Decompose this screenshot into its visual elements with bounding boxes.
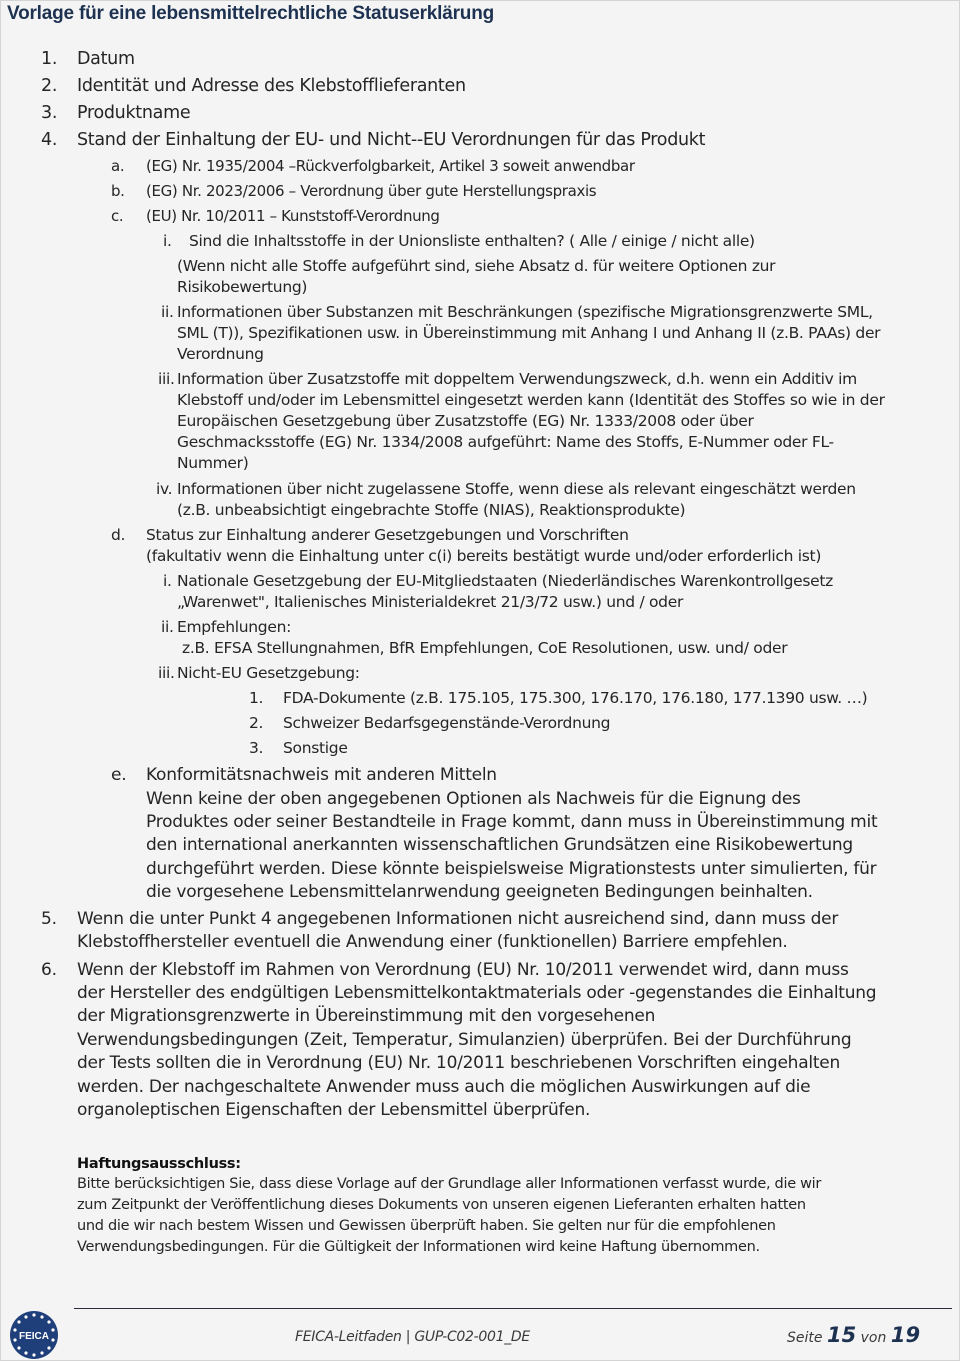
list-item: Schweizer Bedarfsgegenstände-Verordnung [283,714,611,732]
list-number: a. [111,157,125,175]
feica-logo-icon [9,1310,59,1360]
list-item: (EU) Nr. 10/2011 – Kunststoff-Verordnung [146,207,440,225]
list-number: ii. [161,303,174,321]
list-item-continued: Europäischen Gesetzgebung über Zusatzstoffe (EG) Nr. 1333/2008 oder über [177,412,754,430]
list-number: 6. [41,960,57,980]
list-item: Produktname [77,103,191,123]
list-item: Wenn der Klebstoff im Rahmen von Verordnung (EU) Nr. 10/2011 verwendet wird, dann muss [77,960,849,980]
list-item-continued: die vorgesehene Lebensmittelanrwendung geeigneten Bedingungen beinhalten. [146,882,813,902]
list-item: Identität und Adresse des Klebstofflieferanten [77,76,466,96]
list-item: Sonstige [283,739,348,757]
list-number: 1. [41,49,58,69]
list-number: iii. [158,370,175,388]
list-number: 2. [249,714,264,732]
list-item: Sind die Inhaltsstoffe in der Unionsliste enthalten? ( Alle / einige / nicht alle) [189,232,755,250]
page-separator: von [860,1330,887,1346]
list-number: 3. [41,103,58,123]
list-item-continued: organoleptischen Eigenschaften der Lebensmittel überprüfen. [77,1100,591,1120]
list-item: Informationen über nicht zugelassene Stoffe, wenn diese als relevant eingeschätzt werden [177,480,856,498]
list-item-continued: z.B. EFSA Stellungnahmen, BfR Empfehlungen, CoE Resolutionen, usw. und/ oder [182,639,788,657]
list-number: 1. [249,689,264,707]
list-number: d. [111,526,126,544]
page-title: Vorlage für eine lebensmittelrechtliche Statuserklärung [7,3,495,24]
list-item-continued: Geschmacksstoffe (EG) Nr. 1334/2008 aufgeführt: Name des Stoffs, E-Nummer oder FL- [177,433,834,451]
list-number: ii. [161,618,174,636]
list-item-continued: der Migrationsgrenzwerte in Übereinstimmung mit den vorgesehenen [77,1006,656,1026]
list-item: Stand der Einhaltung der EU- und Nicht--EU Verordnungen für das Produkt [77,130,706,150]
list-item-continued: der Tests sollten die in Verordnung (EU) Nr. 10/2011 beschriebenen Vorschriften eingehalten [77,1053,840,1073]
list-item-continued: Klebstoffhersteller eventuell die Anwendung einer (funktionellen) Barriere empfehlen. [77,932,788,952]
list-number: b. [111,182,125,200]
current-page-number: 15 [826,1323,857,1347]
list-item: Informationen über Substanzen mit Beschränkungen (spezifische Migrationsgrenzwerte SML, [177,303,873,321]
list-number: i. [163,232,172,250]
list-item-continued: durchgeführt werden. Diese könnte beispielsweise Migrationstests unter simulierten, für [146,859,877,879]
list-item: Wenn die unter Punkt 4 angegebenen Informationen nicht ausreichend sind, dann muss der [77,909,839,929]
list-item: (EG) Nr. 1935/2004 –Rückverfolgbarkeit, Artikel 3 soweit anwendbar [146,157,635,175]
list-number: 5. [41,909,57,929]
list-number: e. [111,765,127,785]
list-number: 2. [41,76,58,96]
list-item-continued: Klebstoff und/oder im Lebensmittel eingesetzt werden kann (Identität des Stoffes so wie in der [177,391,885,409]
page-indicator [787,1323,920,1347]
list-item-continued: SML (T)), Spezifikationen usw. in Übereinstimmung mit Anhang I und Anhang II (z.B. PAAs) der [177,324,881,342]
list-item: Konformitätsnachweis mit anderen Mitteln [146,765,497,785]
svg-text:FEICA: FEICA [19,1331,49,1342]
list-number: 4. [41,130,58,150]
list-item-continued: (Wenn nicht alle Stoffe aufgeführt sind, siehe Absatz d. für weitere Optionen zur [177,257,776,275]
list-item-continued: Nummer) [177,454,249,472]
list-item: Datum [77,49,135,69]
list-number: iv. [156,480,173,498]
list-item: FDA-Dokumente (z.B. 175.105, 175.300, 176.170, 176.180, 177.1390 usw. …) [283,689,868,707]
list-item-continued: werden. Der nachgeschaltete Anwender muss auch die möglichen Auswirkungen auf die [77,1077,811,1097]
list-item: Information über Zusatzstoffe mit doppeltem Verwendungszweck, d.h. wenn ein Additiv im [177,370,857,388]
list-item-continued: (fakultativ wenn die Einhaltung unter c(i) bereits bestätigt wurde und/oder erforderlich ist) [146,547,822,565]
list-item-continued: Wenn keine der oben angegebenen Optionen als Nachweis für die Eignung des [146,789,801,809]
list-number: i. [163,572,172,590]
list-number: c. [111,207,124,225]
list-item-continued: Produktes oder seiner Bestandteile in Frage kommt, dann muss in Übereinstimmung mit [146,812,878,832]
list-item: Status zur Einhaltung anderer Gesetzgebungen und Vorschriften [146,526,629,544]
disclaimer-heading: Haftungsausschluss: [77,1156,241,1172]
list-item: Empfehlungen: [177,618,292,636]
list-number: iii. [158,664,175,682]
footer-document-reference: FEICA-Leitfaden | GUP-C02-001_DE [295,1329,530,1345]
total-pages: 19 [890,1323,921,1347]
disclaimer-text: zum Zeitpunkt der Veröffentlichung dieses Dokuments von unseren eigenen Lieferanten erhalten hatten [77,1197,806,1213]
list-item: Nicht-EU Gesetzgebung: [177,664,360,682]
page-prefix: Seite [787,1330,823,1346]
list-item-continued: „Warenwet", Italienisches Ministerialdekret 21/3/72 usw.) und / oder [177,593,684,611]
list-item-continued: der Hersteller des endgültigen Lebensmittelkontaktmaterials oder -gegenstandes die Einhaltung [77,983,877,1003]
disclaimer-text: und die wir nach bestem Wissen und Gewissen überprüft haben. Sie gelten nur für die empfohlenen [77,1218,776,1234]
list-item-continued: Verwendungsbedingungen (Zeit, Temperatur, Simulanzien) überprüfen. Bei der Durchführung [77,1030,852,1050]
list-number: 3. [249,739,264,757]
list-item: (EG) Nr. 2023/2006 – Verordnung über gute Herstellungspraxis [146,182,597,200]
list-item: Nationale Gesetzgebung der EU-Mitgliedstaaten (Niederländisches Warenkontrollgesetz [177,572,833,590]
list-item-continued: Risikobewertung) [177,278,308,296]
disclaimer-text: Verwendungsbedingungen. Für die Gültigkeit der Informationen wird keine Haftung übernommen. [77,1239,760,1255]
disclaimer-text: Bitte berücksichtigen Sie, dass diese Vorlage auf der Grundlage aller Informationen verfasst wurde, die wir [77,1176,822,1192]
list-item-continued: (z.B. unbeabsichtigt eingebrachte Stoffe (NIAS), Reaktionsprodukte) [177,501,686,519]
list-item-continued: Verordnung [177,345,264,363]
footer-divider [74,1308,952,1309]
list-item-continued: den international anerkannten wissenschaftlichen Grundsätzen eine Risikobewertung [146,835,853,855]
